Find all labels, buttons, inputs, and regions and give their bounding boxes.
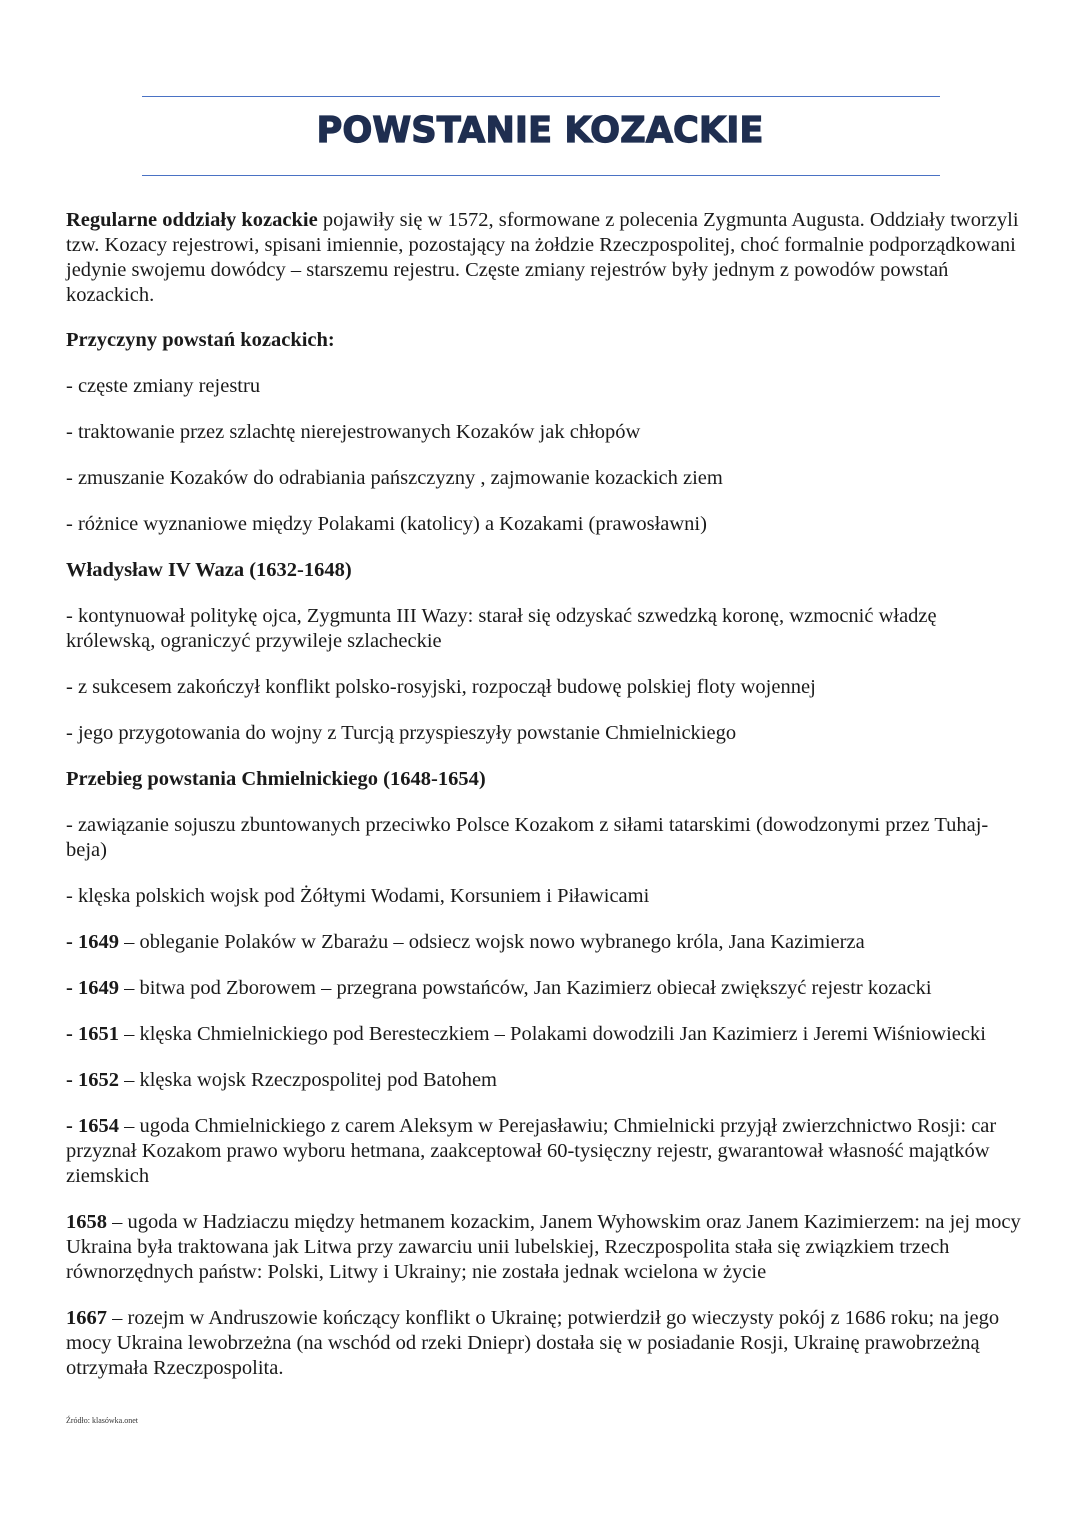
causes-heading: Przyczyny powstań kozackich: bbox=[66, 329, 335, 351]
course-item: - klęska polskich wojsk pod Żółtymi Wodami, Korsuniem i Piławicami bbox=[66, 885, 650, 907]
later-event bbox=[66, 1210, 1026, 1285]
document-body bbox=[66, 208, 1026, 1381]
wladyslaw-item: - z sukcesem zakończył konflikt polsko-rosyjski, rozpoczął budowę polskiej floty wojennej bbox=[66, 676, 816, 698]
bottom-divider bbox=[142, 175, 940, 176]
event-year: 1667 bbox=[66, 1307, 107, 1329]
dated-event bbox=[66, 930, 1026, 955]
cause-item: - częste zmiany rejestru bbox=[66, 375, 261, 397]
wladyslaw-item: - kontynuował politykę ojca, Zygmunta III Wazy: starał się odzyskać szwedzką koronę, wzmocnić władzę królewską, ograniczyć przywileje szlacheckie bbox=[66, 605, 937, 652]
cause-item: - zmuszanie Kozaków do odrabiania pańszczyzny , zajmowanie kozackich ziem bbox=[66, 467, 723, 489]
wladyslaw-item: - jego przygotowania do wojny z Turcją przyspieszyły powstanie Chmielnickiego bbox=[66, 722, 737, 744]
page-title: POWSTANIE KOZACKIE bbox=[316, 110, 764, 151]
cause-item: - traktowanie przez szlachtę nierejestrowanych Kozaków jak chłopów bbox=[66, 421, 641, 443]
event-year: - 1654 bbox=[66, 1115, 119, 1137]
event-text: – rozejm w Andruszowie kończący konflikt o Ukrainę; potwierdził go wieczysty pokój z 1686 roku; na jego mocy Ukraina lewobrzeżna (na wschód od rzeki Dniepr) dostała się w posiadanie Rosji, Ukrainę prawobrzeżną otrzymała Rzeczpospolita. bbox=[66, 1307, 1000, 1379]
event-text: – klęska Chmielnickiego pod Beresteczkiem – Polakami dowodzili Jan Kazimierz i Jeremi Wiśniowiecki bbox=[118, 1023, 986, 1045]
later-event bbox=[66, 1306, 1026, 1381]
cause-item: - różnice wyznaniowe między Polakami (katolicy) a Kozakami (prawosławni) bbox=[66, 513, 707, 535]
event-text: – ugoda Chmielnickiego z carem Aleksym w Perejasławiu; Chmielnicki przyjął zwierzchnictwo Rosji: car przyznał Kozakom prawo wyboru hetmana, zaakceptował 60-tysięczny rejestr, gwarantował własność majątków ziemskich bbox=[66, 1115, 997, 1187]
dated-event bbox=[66, 1022, 1026, 1047]
event-year: - 1649 bbox=[66, 931, 119, 953]
course-heading: Przebieg powstania Chmielnickiego (1648-1654) bbox=[66, 768, 486, 790]
event-text: – obleganie Polaków w Zbarażu – odsiecz wojsk nowo wybranego króla, Jana Kazimierza bbox=[118, 931, 865, 953]
event-text: – bitwa pod Zborowem – przegrana powstańców, Jan Kazimierz obiecał zwiększyć rejestr kozacki bbox=[118, 977, 932, 999]
source-note: Źródło: klasówka.onet bbox=[66, 1416, 138, 1425]
dated-event bbox=[66, 1114, 1026, 1189]
event-text: – ugoda w Hadziaczu między hetmanem kozackim, Janem Wyhowskim oraz Janem Kazimierzem: na jej mocy Ukraina była traktowana jak Litwa przy zawarciu unii lubelskiej, Rzeczpospolita stała się związkiem trzech równorzędnych państw: Polski, Litwy i Ukrainy; nie została jednak wcielona w życie bbox=[66, 1211, 1021, 1283]
dated-event bbox=[66, 1068, 1026, 1093]
event-year: - 1649 bbox=[66, 977, 119, 999]
intro-text: pojawiły się w 1572, sformowane z polecenia Zygmunta Augusta. Oddziały tworzyli tzw. Kozacy rejestrowi, spisani imiennie, pozostający na żołdzie Rzeczpospolitej, choć formalnie podporządkowani jedynie swojemu dowódcy – starszemu rejestru. Częste zmiany rejestrów były jednym z powodów powstań kozackich. bbox=[66, 209, 1019, 306]
dated-event bbox=[66, 976, 1026, 1001]
intro-paragraph bbox=[66, 208, 1026, 308]
course-item: - zawiązanie sojuszu zbuntowanych przeciwko Polsce Kozakom z siłami tatarskimi (dowodzonymi przez Tuhaj-beja) bbox=[66, 814, 989, 861]
event-year: - 1651 bbox=[66, 1023, 119, 1045]
top-divider bbox=[142, 96, 940, 97]
event-year: 1658 bbox=[66, 1211, 107, 1233]
event-text: – klęska wojsk Rzeczpospolitej pod Batohem bbox=[118, 1069, 497, 1091]
event-year: - 1652 bbox=[66, 1069, 119, 1091]
intro-bold: Regularne oddziały kozackie bbox=[66, 209, 318, 231]
wladyslaw-heading: Władysław IV Waza (1632-1648) bbox=[66, 559, 352, 581]
